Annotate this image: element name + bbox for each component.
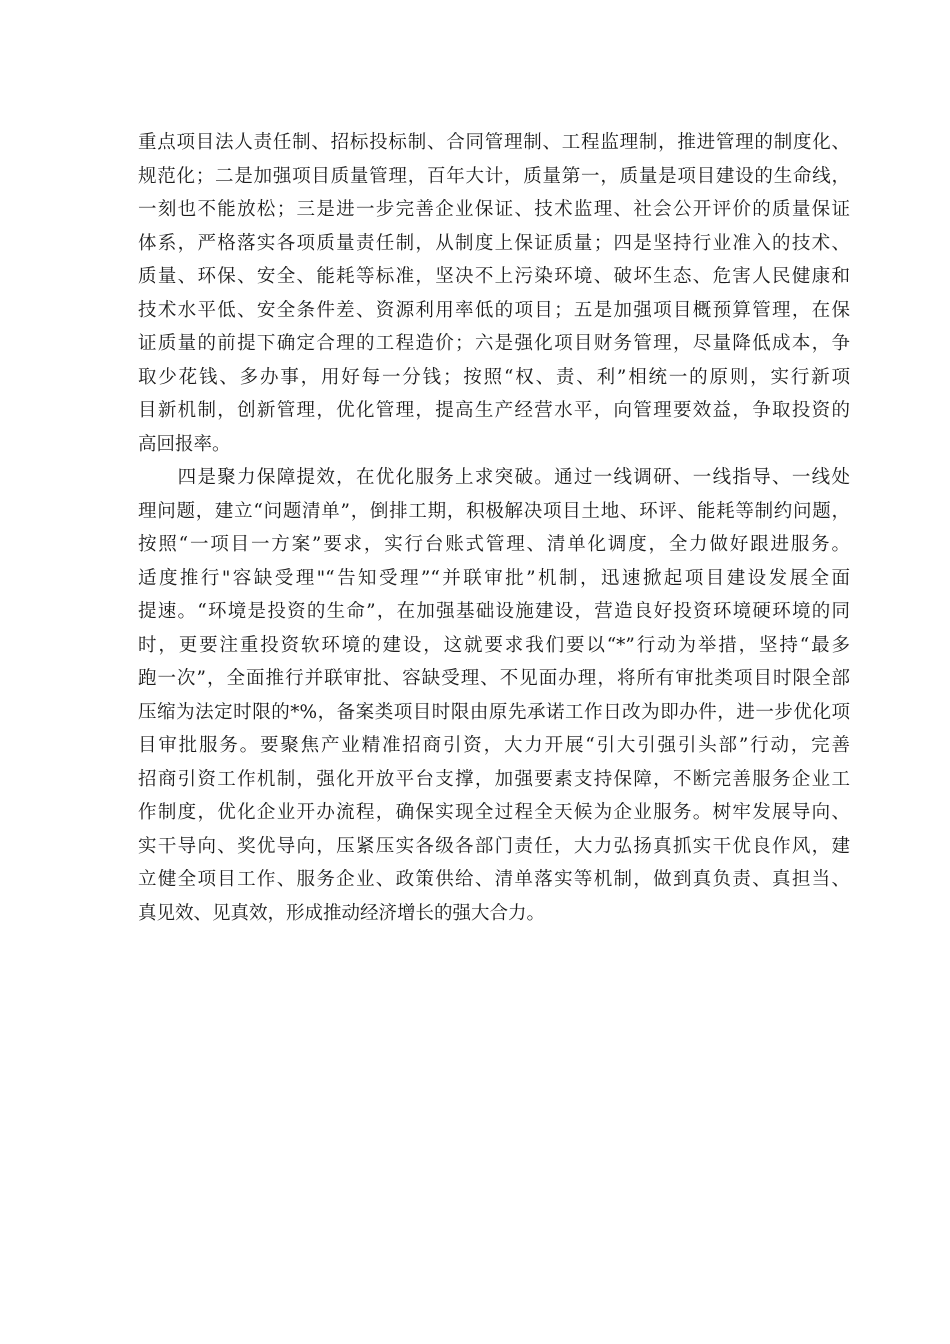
text-line: 压缩为法定时限的*%，备案类项目时限由原先承诺工作日改为即办件，进一步优化项 — [138, 701, 850, 723]
document-body — [138, 126, 850, 930]
text-line: 跑一次”，全面推行并联审批、容缺受理、不见面办理，将所有审批类项目时限全部 — [138, 668, 850, 689]
text-line: 体系，严格落实各项质量责任制，从制度上保证质量；四是坚持行业准入的技术、 — [138, 232, 850, 254]
text-line: 取少花钱、多办事，用好每一分钱；按照“权、责、利”相统一的原则，实行新项 — [138, 366, 850, 388]
text-line: 重点项目法人责任制、招标投标制、合同管理制、工程监理制，推进管理的制度化、 — [138, 132, 850, 153]
text-line: 理问题，建立“问题清单”，倒排工期，积极解决项目土地、环评、能耗等制约问题， — [138, 500, 850, 522]
text-line: 时，更要注重投资软环境的建设，这就要求我们要以“*”行动为举措，坚持“最多 — [138, 634, 850, 656]
text-line: 提速。“环境是投资的生命”，在加强基础设施建设，营造良好投资环境硬环境的同 — [138, 601, 850, 622]
text-line: 招商引资工作机制，强化开放平台支撑，加强要素支持保障，不断完善服务企业工 — [138, 768, 850, 790]
text-line: 四是聚力保障提效，在优化服务上求突破。通过一线调研、一线指导、一线处 — [138, 467, 850, 488]
text-line: 规范化；二是加强项目质量管理，百年大计，质量第一，质量是项目建设的生命线， — [138, 165, 850, 187]
text-line: 高回报率。 — [138, 433, 231, 455]
text-line: 实干导向、奖优导向，压紧压实各级各部门责任，大力弘扬真抓实干优良作风，建 — [138, 835, 850, 857]
text-line: 证质量的前提下确定合理的工程造价；六是强化项目财务管理，尽量降低成本，争 — [138, 333, 850, 354]
paragraph-1 — [138, 126, 850, 461]
text-line: 适度推行"容缺受理"“告知受理”“并联审批”机制，迅速掀起项目建设发展全面 — [138, 567, 850, 589]
text-line: 作制度，优化企业开办流程，确保实现全过程全天候为企业服务。树牢发展导向、 — [138, 802, 850, 823]
text-line: 按照“一项目一方案”要求，实行台账式管理、清单化调度，全力做好跟进服务。 — [138, 534, 850, 555]
text-line: 一刻也不能放松；三是进一步完善企业保证、技术监理、社会公开评价的质量保证 — [138, 199, 850, 220]
text-line: 立健全项目工作、服务企业、政策供给、清单落实等机制，做到真负责、真担当、 — [138, 869, 850, 890]
text-line: 质量、环保、安全、能耗等标准，坚决不上污染环境、破坏生态、危害人民健康和 — [138, 266, 850, 287]
text-line: 目审批服务。要聚焦产业精准招商引资，大力开展“引大引强引头部”行动，完善 — [138, 735, 850, 756]
text-line: 技术水平低、安全条件差、资源利用率低的项目；五是加强项目概预算管理，在保 — [138, 299, 850, 321]
text-line: 目新机制，创新管理，优化管理，提高生产经营水平，向管理要效益，争取投资的 — [138, 400, 850, 421]
paragraph-2 — [138, 461, 850, 930]
text-line: 真见效、见真效，形成推动经济增长的强大合力。 — [138, 902, 546, 924]
